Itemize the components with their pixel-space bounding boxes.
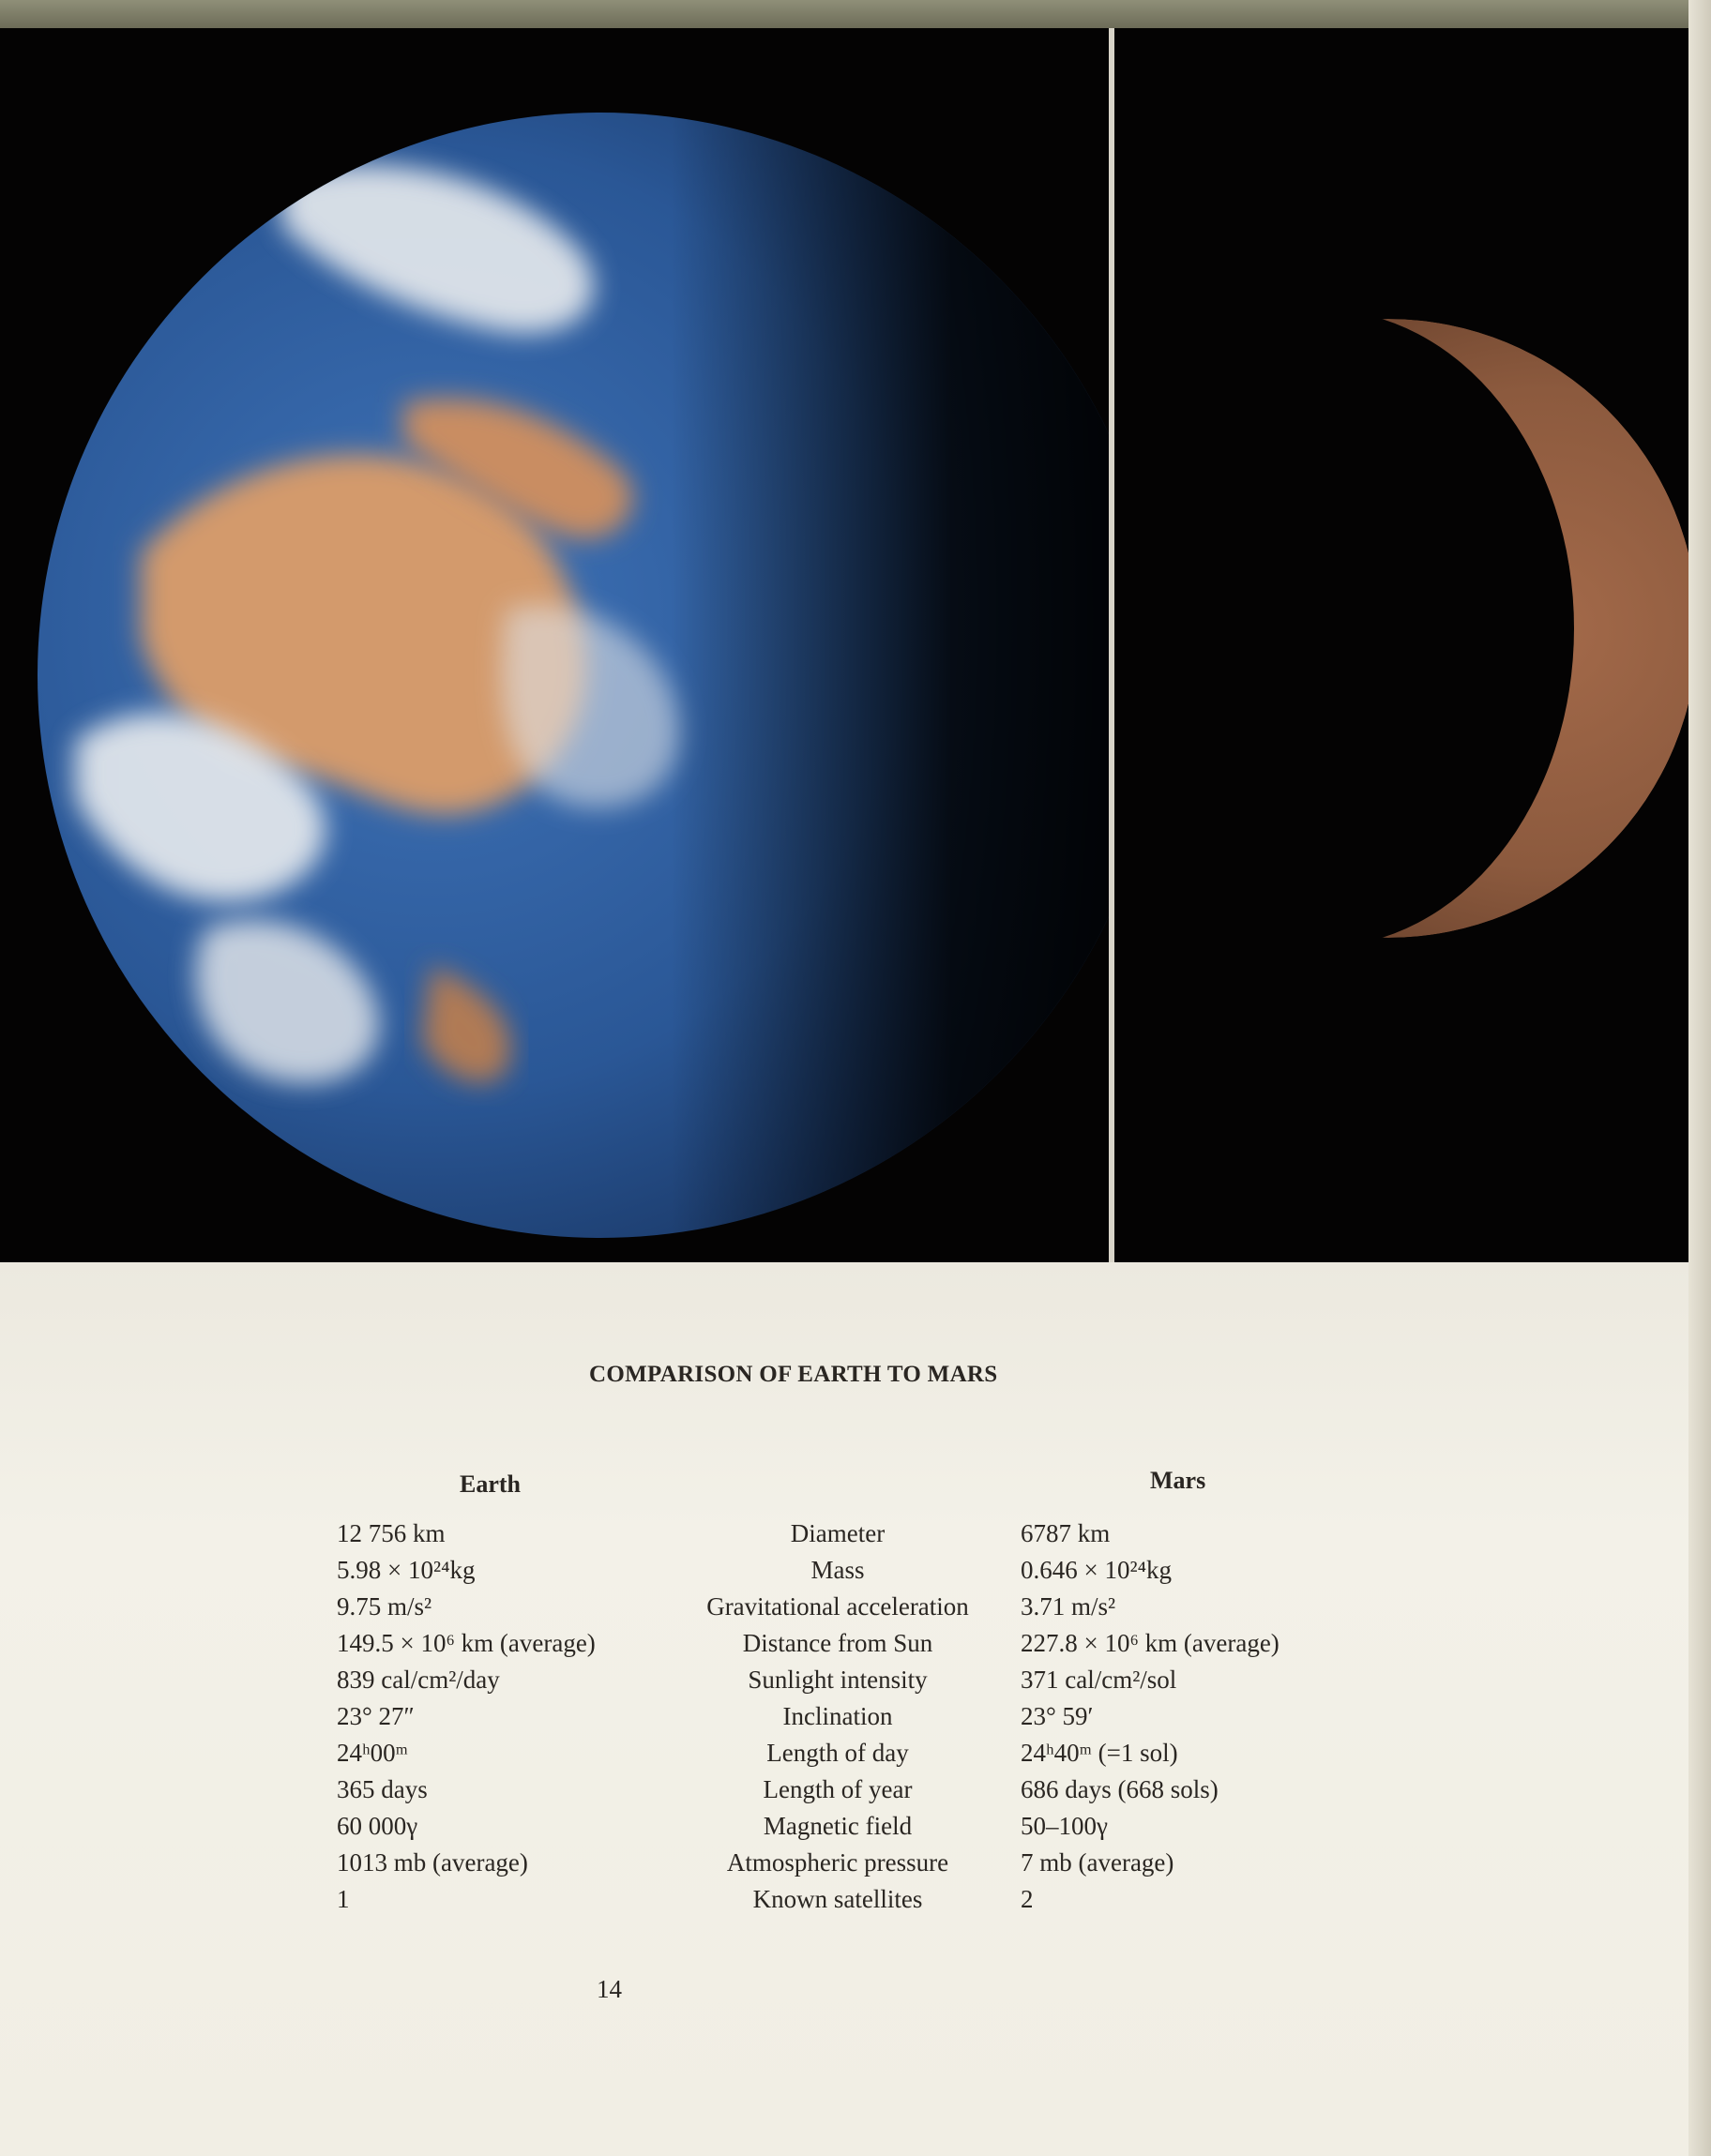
earth-value: 149.5 × 10⁶ km (average) <box>337 1629 596 1657</box>
property-label: Known satellites <box>752 1885 923 1913</box>
table-row <box>0 1848 1688 1885</box>
earth-value: 24ʰ00ᵐ <box>337 1739 408 1767</box>
property-label: Magnetic field <box>763 1812 913 1840</box>
page-number: 14 <box>597 1975 622 2003</box>
earth-value: 5.98 × 10²⁴kg <box>337 1556 476 1584</box>
property-label: Sunlight intensity <box>748 1666 928 1694</box>
mars-crescent <box>1114 319 1688 938</box>
table-row <box>0 1592 1688 1629</box>
mars-value: 3.71 m/s² <box>1021 1592 1116 1621</box>
mars-value: 24ʰ40ᵐ (=1 sol) <box>1021 1739 1178 1767</box>
mars-value: 0.646 × 10²⁴kg <box>1021 1556 1172 1584</box>
table-row <box>0 1556 1688 1592</box>
property-label: Inclination <box>782 1702 893 1730</box>
mars-value: 6787 km <box>1021 1519 1111 1547</box>
table-row <box>0 1666 1688 1702</box>
earth-globe-illustration <box>0 28 1109 1262</box>
mars-value: 23° 59′ <box>1021 1702 1094 1730</box>
property-label: Diameter <box>790 1519 886 1547</box>
mars-value: 227.8 × 10⁶ km (average) <box>1021 1629 1279 1657</box>
mars-crescent-illustration <box>1114 28 1688 1262</box>
mars-value: 2 <box>1021 1885 1034 1913</box>
earth-value: 60 000γ <box>337 1812 418 1840</box>
table-row <box>0 1775 1688 1812</box>
table-row <box>0 1812 1688 1848</box>
property-label: Gravitational acceleration <box>706 1592 969 1621</box>
mars-value: 7 mb (average) <box>1021 1848 1174 1877</box>
earth-value: 23° 27″ <box>337 1702 415 1730</box>
mars-column-header: Mars <box>1150 1467 1206 1494</box>
property-label: Length of year <box>763 1775 913 1803</box>
book-top-edge <box>0 0 1711 28</box>
mars-value: 50–100γ <box>1021 1812 1108 1840</box>
earth-value: 839 cal/cm²/day <box>337 1666 500 1694</box>
table-row <box>0 1519 1688 1556</box>
property-label: Distance from Sun <box>742 1629 933 1657</box>
property-label: Length of day <box>766 1739 909 1767</box>
earth-column-header: Earth <box>460 1470 521 1498</box>
table-row <box>0 1702 1688 1739</box>
earth-value: 1013 mb (average) <box>337 1848 528 1877</box>
property-label: Atmospheric pressure <box>726 1848 949 1877</box>
table-row <box>0 1885 1688 1922</box>
earth-value: 1 <box>337 1885 350 1913</box>
comparison-table <box>0 1519 1688 1922</box>
earth-value: 365 days <box>337 1775 428 1803</box>
earth-photo <box>0 28 1109 1262</box>
mars-photo <box>1114 28 1688 1262</box>
table-title: COMPARISON OF EARTH TO MARS <box>589 1362 998 1387</box>
mars-value: 686 days (668 sols) <box>1021 1775 1219 1803</box>
property-label: Mass <box>810 1556 865 1584</box>
table-row <box>0 1739 1688 1775</box>
earth-value: 9.75 m/s² <box>337 1592 432 1621</box>
table-row <box>0 1629 1688 1666</box>
book-spine-edge <box>1688 0 1711 2156</box>
earth-value: 12 756 km <box>337 1519 446 1547</box>
mars-value: 371 cal/cm²/sol <box>1021 1666 1177 1694</box>
